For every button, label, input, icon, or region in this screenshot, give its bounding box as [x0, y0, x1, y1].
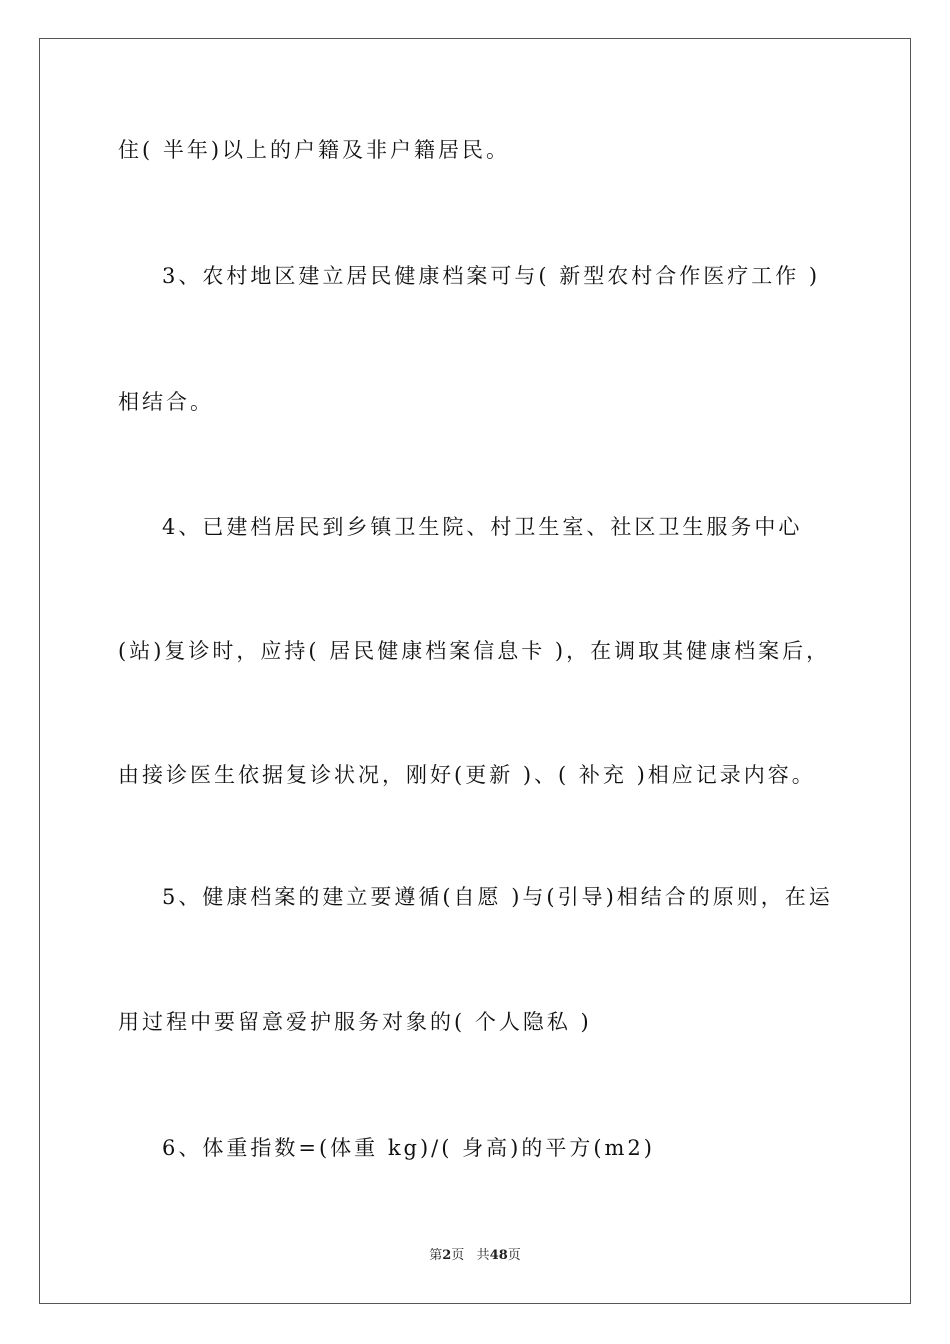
paragraph-line-5: (站)复诊时，应持( 居民健康档案信息卡 )，在调取其健康档案后，: [118, 639, 831, 663]
paragraph-line-2: 3、农村地区建立居民健康档案可与( 新型农村合作医疗工作 ): [162, 264, 821, 288]
paragraph-line-9: 6、体重指数=(体重 kg)/( 身高)的平方(m2): [162, 1136, 655, 1160]
footer-total-prefix: 共: [476, 1248, 490, 1263]
paragraph-line-7: 5、健康档案的建立要遵循(自愿 )与(引导)相结合的原则，在运: [162, 885, 833, 909]
footer-page-number: 2: [442, 1248, 452, 1263]
paragraph-line-8: 用过程中要留意爱护服务对象的( 个人隐私 ): [118, 1010, 592, 1034]
footer-total-suffix: 页: [507, 1248, 521, 1263]
paragraph-line-1: 住( 半年)以上的户籍及非户籍居民。: [118, 138, 511, 162]
footer-page-prefix: 第: [429, 1248, 443, 1263]
footer-page-suffix: 页: [451, 1248, 465, 1263]
paragraph-line-6: 由接诊医生依据复诊状况，刚好(更新 )、( 补充 )相应记录内容。: [118, 763, 816, 787]
footer-total-pages: 48: [489, 1248, 508, 1263]
page-footer: [0, 1247, 950, 1265]
paragraph-line-3: 相结合。: [118, 390, 214, 414]
page-border: [39, 38, 911, 1304]
paragraph-line-4: 4、已建档居民到乡镇卫生院、村卫生室、社区卫生服务中心: [162, 515, 803, 539]
